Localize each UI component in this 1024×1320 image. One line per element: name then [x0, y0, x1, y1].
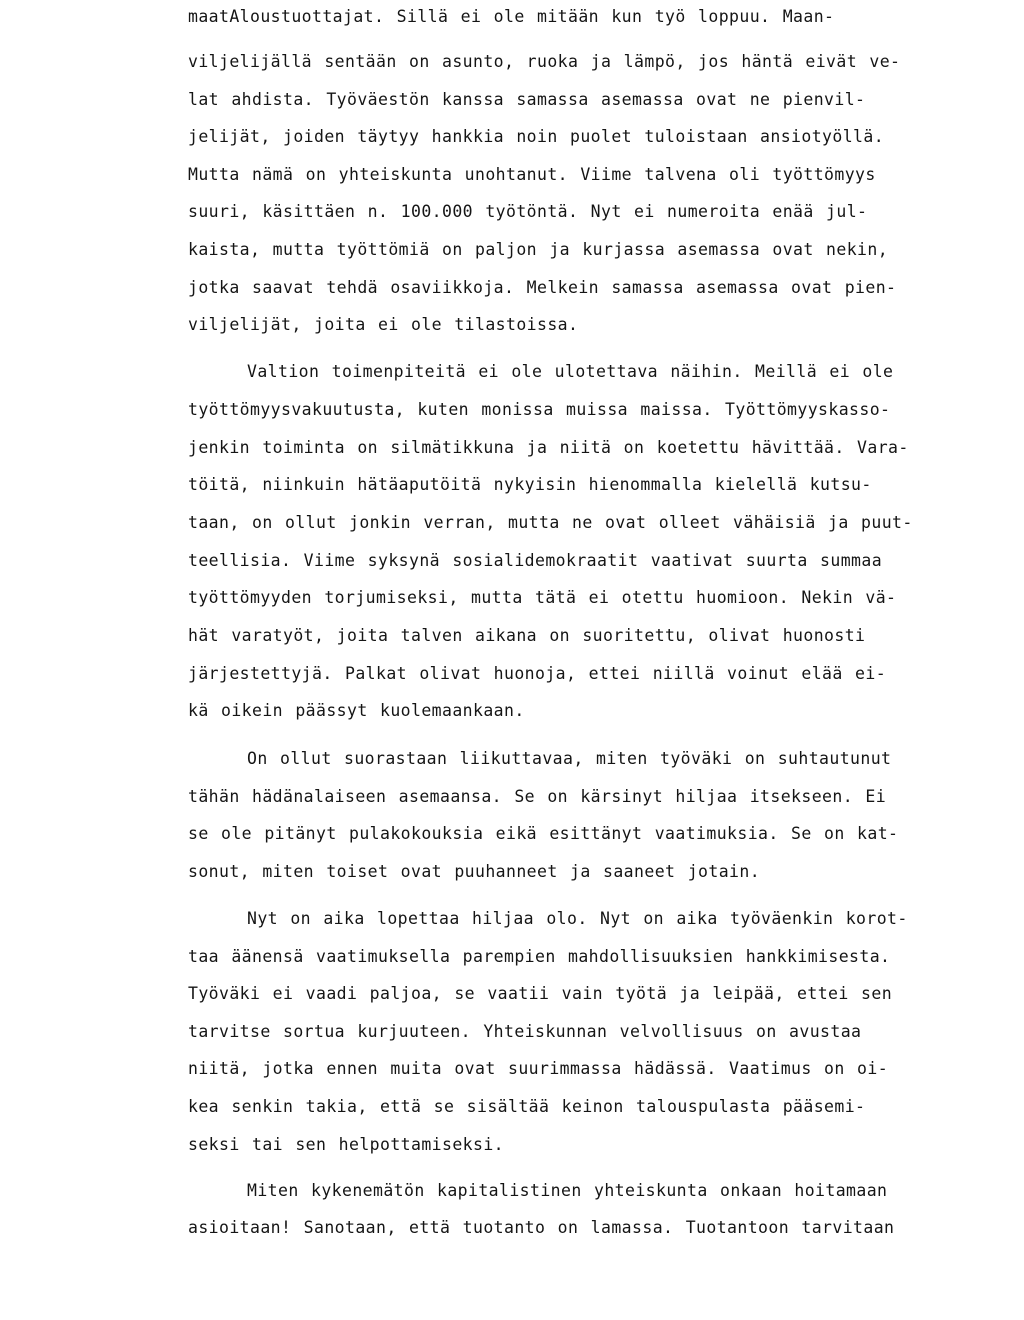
- text-line: taan, on ollut jonkin verran, mutta ne ovat olleet vähäisiä ja puut-: [188, 513, 913, 532]
- text-line: kea senkin takia, että se sisältää keinon talouspulasta pääsemi-: [188, 1097, 866, 1116]
- text-line: viljelijällä sentään on asunto, ruoka ja lämpö, jos häntä eivät ve-: [188, 52, 901, 71]
- text-line: seksi tai sen helpottamiseksi.: [188, 1135, 505, 1154]
- text-line: Valtion toimenpiteitä ei ole ulotettava näihin. Meillä ei ole: [247, 362, 894, 381]
- text-line: kä oikein päässyt kuolemaankaan.: [188, 701, 525, 720]
- text-line: Miten kykenemätön kapitalistinen yhteiskunta onkaan hoitamaan: [247, 1181, 888, 1200]
- text-line: tähän hädänalaiseen asemaansa. Se on kärsinyt hiljaa itsekseen. Ei: [188, 787, 887, 806]
- text-line: teellisia. Viime syksynä sosialidemokraatit vaativat suurta summaa: [188, 551, 883, 570]
- text-line: jotka saavat tehdä osaviikkoja. Melkein samassa asemassa ovat pien-: [188, 278, 897, 297]
- text-line: jenkin toiminta on silmätikkuna ja niitä on koetettu hävittää. Vara-: [188, 438, 909, 457]
- text-line: lat ahdista. Työväestön kanssa samassa asemassa ovat ne pienvil-: [188, 90, 866, 109]
- text-line: maatAloustuottajat. Sillä ei ole mitään kun työ loppuu. Maan-: [188, 7, 835, 26]
- text-line: töitä, niinkuin hätäaputöitä nykyisin hienommalla kielellä kutsu-: [188, 475, 872, 494]
- text-line: sonut, miten toiset ovat puuhanneet ja saaneet jotain.: [188, 862, 761, 881]
- text-line: jelijät, joiden täytyy hankkia noin puolet tuloistaan ansiotyöllä.: [188, 127, 885, 146]
- text-line: On ollut suorastaan liikuttavaa, miten työväki on suhtautunut: [247, 749, 892, 768]
- text-line: taa äänensä vaatimuksella parempien mahdollisuuksien hankkimisesta.: [188, 947, 891, 966]
- text-line: kaista, mutta työttömiä on paljon ja kurjassa asemassa ovat nekin,: [188, 240, 889, 259]
- text-line: Mutta nämä on yhteiskunta unohtanut. Viime talvena oli työttömyys: [188, 165, 876, 184]
- text-line: hät varatyöt, joita talven aikana on suoritettu, olivat huonosti: [188, 626, 866, 645]
- text-line: järjestettyjä. Palkat olivat huonoja, ettei niillä voinut elää ei-: [188, 664, 887, 683]
- text-line: suuri, käsittäen n. 100.000 työtöntä. Nyt ei numeroita enää jul-: [188, 202, 868, 221]
- text-line: se ole pitänyt pulakokouksia eikä esittänyt vaatimuksia. Se on kat-: [188, 824, 899, 843]
- text-line: työttömyyden torjumiseksi, mutta tätä ei otettu huomioon. Nekin vä-: [188, 588, 897, 607]
- text-line: Nyt on aika lopettaa hiljaa olo. Nyt on aika työväenkin korot-: [247, 909, 908, 928]
- text-line: tarvitse sortua kurjuuteen. Yhteiskunnan velvollisuus on avustaa: [188, 1022, 862, 1041]
- text-line: niitä, jotka ennen muita ovat suurimmassa hädässä. Vaatimus on oi-: [188, 1059, 889, 1078]
- text-line: asioitaan! Sanotaan, että tuotanto on lamassa. Tuotantoon tarvitaan: [188, 1218, 895, 1237]
- text-line: työttömyysvakuutusta, kuten monissa muissa maissa. Työttömyyskasso-: [188, 400, 891, 419]
- text-line: viljelijät, joita ei ole tilastoissa.: [188, 315, 579, 334]
- text-line: Työväki ei vaadi paljoa, se vaatii vain työtä ja leipää, ettei sen: [188, 984, 893, 1003]
